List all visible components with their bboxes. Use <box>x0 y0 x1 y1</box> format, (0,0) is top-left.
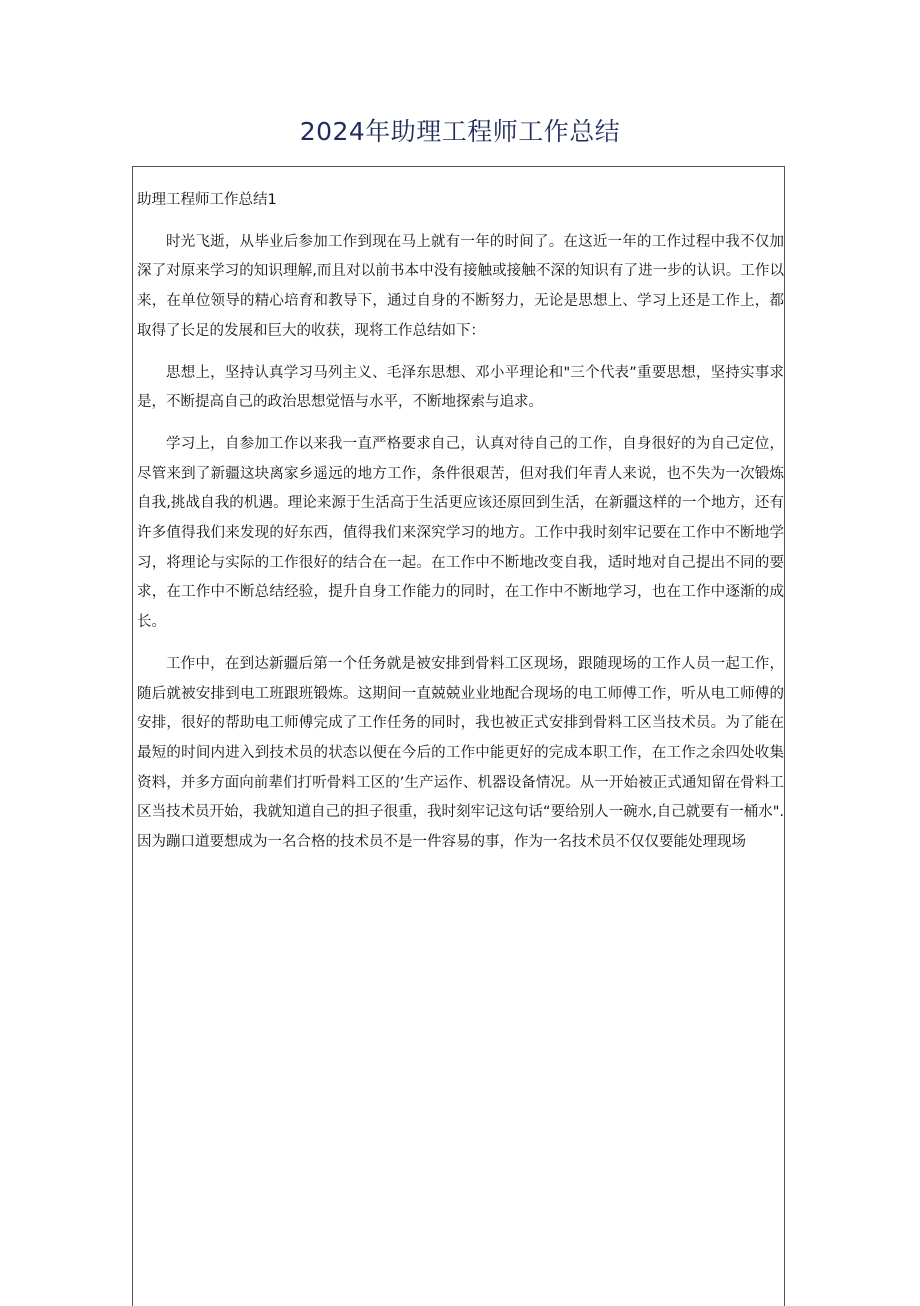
page-title: 2024年助理工程师工作总结 <box>299 117 621 146</box>
paragraph-study: 学习上，自参加工作以来我一直严格要求自己，认真对待自己的工作，自身很好的为自己定位，尽管来到了新疆这块离家乡遥远的地方工作，条件很艰苦，但对我们年青人来说，也不失为一次锻炼自我,挑战自我的机遇。理论来源于生活高于生活更应该还原回到生活，在新疆这样的一个地方，还有许多值得我们来发现的好东西，值得我们来深究学习的地方。工作中我时刻牢记要在工作中不断地学习，将理论与实际的工作很好的结合在一起。在工作中不断地改变自我，适时地对自己提出不同的要求，在工作中不断总结经验，提升自身工作能力的同时，在工作中不断地学习，也在工作中逐渐的成长。 <box>137 435 784 631</box>
paragraph-intro: 时光飞逝，从毕业后参加工作到现在马上就有一年的时间了。在这近一年的工作过程中我不仅加深了对原来学习的知识理解,而且对以前书本中没有接触或接触不深的知识有了进一步的认识。工作以来，在单位领导的精心培育和教导下，通过自身的不断努力，无论是思想上、学习上还是工作上，都取得了长足的发展和巨大的收获，现将工作总结如下： <box>137 233 784 339</box>
document-body <box>137 186 784 870</box>
section-heading: 助理工程师工作总结1 <box>137 192 277 208</box>
paragraph-work: 工作中，在到达新疆后第一个任务就是被安排到骨料工区现场，跟随现场的工作人员一起工作，随后就被安排到电工班跟班锻炼。这期间一直兢兢业业地配合现场的电工师傅工作，听从电工师傅的安排，很好的帮助电工师傅完成了工作任务的同时，我也被正式安排到骨料工区当技术员。为了能在最短的时间内进入到技术员的状态以便在今后的工作中能更好的完成本职工作，在工作之余四处收集资料，并多方面向前辈们打听骨料工区的’生产运作、机器设备情况。从一开始被正式通知留在骨料工区当技术员开始，我就知道自己的担子很重，我时刻牢记这句话“要给别人一碗水,自己就要有一桶水".因为蹦口道要想成为一名合格的技术员不是一件容易的事，作为一名技术员不仅仅要能处理现场 <box>137 655 784 851</box>
paragraph-thought: 思想上，坚持认真学习马列主义、毛泽东思想、邓小平理论和"三个代表”重要思想，坚持实事求是，不断提高自己的政治思想觉悟与水平，不断地探索与追求。 <box>137 364 784 411</box>
